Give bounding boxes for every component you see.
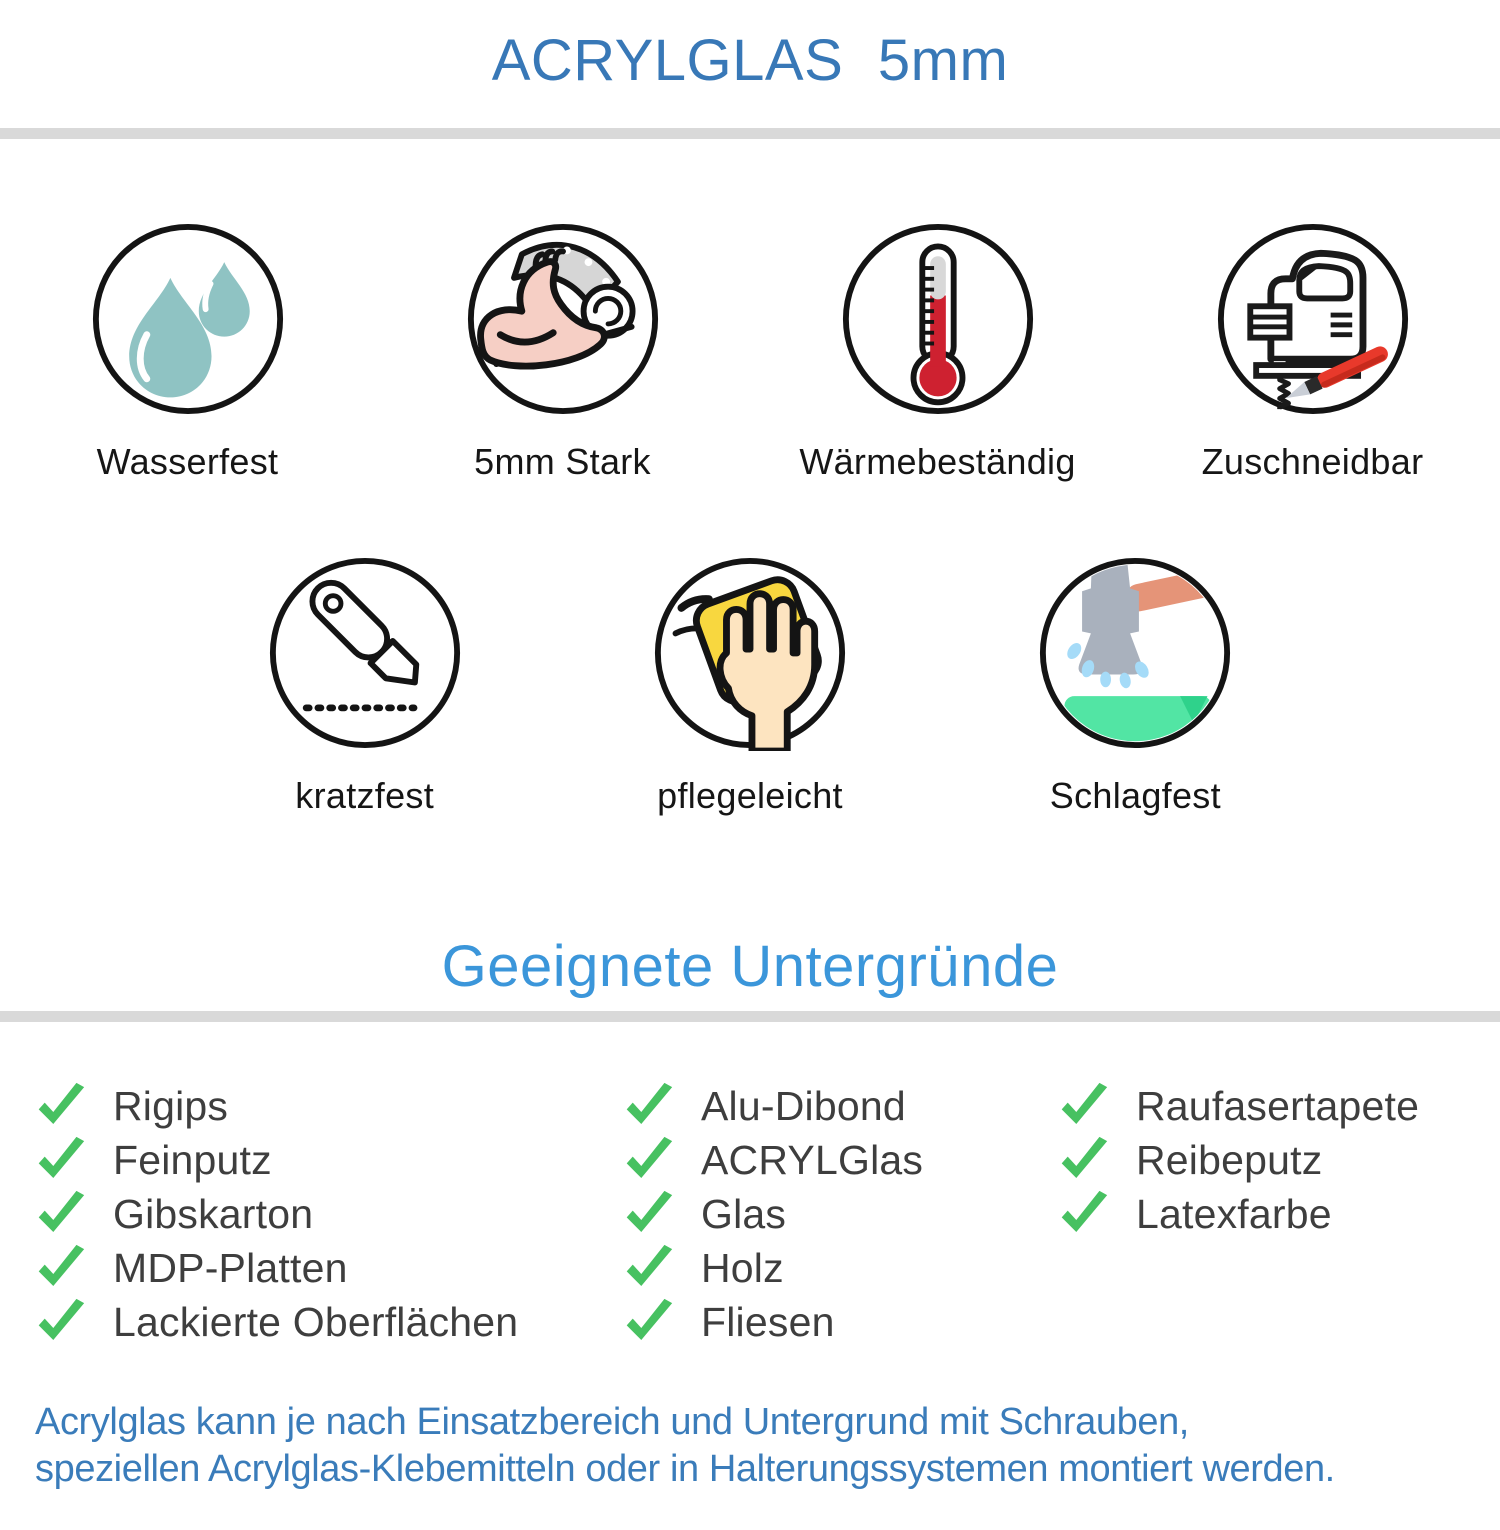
substrate-label: Fliesen [701, 1298, 835, 1345]
feature-thickness [375, 221, 750, 481]
substrate-label: Gibskarton [113, 1190, 314, 1237]
list-item [1058, 1187, 1500, 1241]
list-item [623, 1133, 1058, 1187]
substrate-label: Alu-Dibond [701, 1082, 906, 1129]
list-item [623, 1241, 1058, 1295]
feature-label: Wasserfest [96, 441, 279, 482]
substrate-label: Reibeputz [1136, 1136, 1323, 1183]
muscle-arm-icon [465, 221, 661, 417]
check-icon [35, 1136, 87, 1184]
water-drops-icon [90, 221, 286, 417]
check-icon [35, 1190, 87, 1238]
feature-cuttable [1125, 221, 1500, 481]
hammer-icon [1037, 555, 1233, 751]
feature-label: kratzfest [295, 775, 435, 816]
check-icon [623, 1136, 675, 1184]
list-item [623, 1187, 1058, 1241]
feature-impact-proof [943, 555, 1328, 815]
feature-label: 5mm Stark [474, 441, 651, 482]
check-icon [1058, 1082, 1110, 1130]
features-row-1 [0, 221, 1500, 481]
substrate-label: Holz [701, 1244, 784, 1291]
feature-waterproof [0, 221, 375, 481]
check-icon [623, 1244, 675, 1292]
list-item [35, 1133, 623, 1187]
substrates-section-title: Geeignete Untergründe [441, 934, 1059, 999]
list-item [35, 1079, 623, 1133]
check-icon [35, 1082, 87, 1130]
thermometer-icon [840, 221, 1036, 417]
substrates-column-1 [35, 1079, 623, 1349]
substrate-label: MDP-Platten [113, 1244, 348, 1291]
mounting-note-line1: Acrylglas kann je nach Einsatzbereich und Untergrund mit Schrauben, [35, 1401, 1189, 1443]
feature-label: Zuschneidbar [1201, 441, 1424, 482]
check-icon [35, 1298, 87, 1346]
cleaning-hand-icon [652, 555, 848, 751]
feature-heat-resistant [750, 221, 1125, 481]
substrate-label: Glas [701, 1190, 787, 1237]
features-row-2 [172, 555, 1328, 815]
divider-bar-middle [0, 1011, 1500, 1022]
substrates-checklist [0, 1079, 1500, 1349]
feature-easy-care [557, 555, 942, 815]
list-item [35, 1187, 623, 1241]
page-title: ACRYLGLAS 5mm [491, 28, 1009, 93]
check-icon [623, 1082, 675, 1130]
jigsaw-knife-icon [1215, 221, 1411, 417]
feature-label: Wärmebeständig [799, 441, 1076, 482]
substrate-label: Latexfarbe [1136, 1190, 1332, 1237]
check-icon [623, 1190, 675, 1238]
mounting-note [35, 1399, 1500, 1493]
feature-label: pflegeleicht [657, 775, 843, 816]
list-item [35, 1295, 623, 1349]
check-icon [1058, 1136, 1110, 1184]
substrates-column-2 [623, 1079, 1058, 1349]
feature-label: Schlagfest [1049, 775, 1221, 816]
list-item [623, 1079, 1058, 1133]
feature-scratch-proof [172, 555, 557, 815]
substrates-column-3 [1058, 1079, 1500, 1241]
substrate-label: Raufasertapete [1136, 1082, 1420, 1129]
page [0, 30, 1500, 1493]
check-icon [1058, 1190, 1110, 1238]
check-icon [35, 1244, 87, 1292]
divider-bar-top [0, 128, 1500, 139]
list-item [1058, 1133, 1500, 1187]
list-item [35, 1241, 623, 1295]
utility-knife-icon [267, 555, 463, 751]
check-icon [623, 1298, 675, 1346]
list-item [623, 1295, 1058, 1349]
mounting-note-line2: speziellen Acrylglas-Klebemitteln oder in Halterungssystemen montiert werden. [35, 1448, 1335, 1490]
substrate-label: Lackierte Oberflächen [113, 1298, 519, 1345]
substrate-label: ACRYLGlas [701, 1136, 924, 1183]
substrate-label: Feinputz [113, 1136, 272, 1183]
substrate-label: Rigips [113, 1082, 229, 1129]
list-item [1058, 1079, 1500, 1133]
